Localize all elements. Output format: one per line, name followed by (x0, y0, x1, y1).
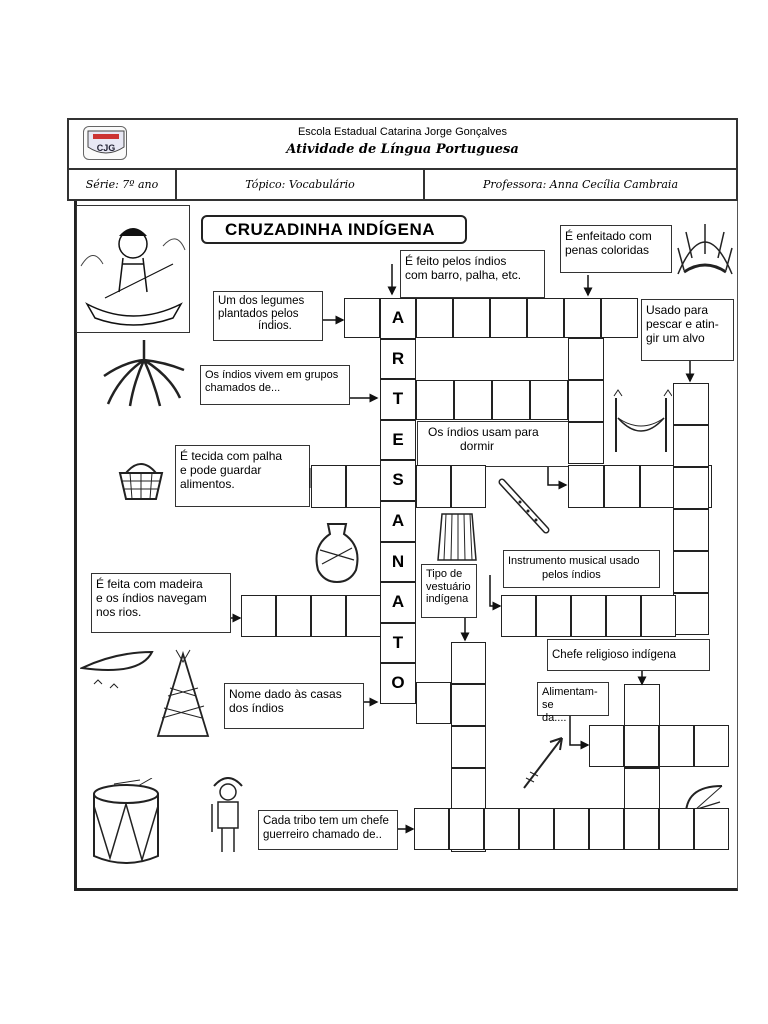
crossword-title: CRUZADINHA INDÍGENA (201, 215, 467, 244)
clue-madeira-line: e os índios navegam (96, 591, 207, 605)
clue-vestuario-line: indígena (426, 593, 469, 605)
clue-legumes-line: índios. (258, 320, 292, 332)
clue-pescar-line: pescar e atin- (646, 317, 719, 331)
clue-alimentam-line: da.... (542, 712, 567, 724)
clue-grupos-line: Os índios vivem em grupos (205, 369, 339, 381)
letter-cell[interactable]: A (380, 298, 416, 339)
clue-vestuario-line: vestuário (426, 580, 471, 593)
letter-cell[interactable]: T (380, 623, 416, 664)
logo-text: CJG (96, 143, 116, 153)
clue-chefe-guerreiro-line: guerreiro chamado de.. (263, 829, 382, 841)
clue-madeira-line: nos rios. (96, 605, 142, 619)
clue-palha-line: É tecida com palha (180, 449, 283, 463)
letter-cell[interactable]: A (380, 582, 416, 623)
clue-dormir-line: dormir (460, 439, 495, 453)
clue-casas-line: dos índios (229, 701, 284, 715)
clue-grupos-line: chamados de... (205, 381, 281, 394)
activity-title: Atividade de Língua Portuguesa (286, 142, 519, 157)
topic-label: Tópico: Vocabulário (177, 170, 425, 199)
teacher-label: Professora: Anna Cecília Cambraia (483, 178, 678, 191)
clue-instrumento-line: Instrumento musical usado (508, 555, 640, 567)
clue-instrumento-line: pelos índios (542, 569, 601, 581)
clue-artesanato-line: É feito pelos índios (405, 254, 507, 268)
letter-cell[interactable]: A (380, 501, 416, 542)
clue-legumes-line: plantados pelos (218, 307, 299, 320)
series-label: Série: 7º ano (69, 170, 177, 199)
clue-penas-line: penas coloridas (565, 243, 650, 257)
clue-casas-line: Nome dado às casas (229, 687, 342, 701)
clue-artesanato-line: com barro, palha, etc. (405, 268, 522, 282)
clue-dormir-line: Os índios usam para (428, 425, 539, 439)
clue-legumes-line: Um dos legumes (218, 295, 305, 307)
clue-chefe-guerreiro-line: Cada tribo tem um chefe (263, 815, 389, 827)
clue-alimentam-line: Alimentam-se (542, 686, 598, 711)
letter-cell[interactable]: O (380, 663, 416, 704)
letter-cell[interactable]: E (380, 420, 416, 461)
school-name: Escola Estadual Catarina Jorge Gonçalves (297, 126, 508, 138)
letter-cell[interactable]: S (380, 460, 416, 501)
clue-vestuario-line: Tipo de (426, 568, 463, 580)
clue-penas-line: É enfeitado com (565, 229, 652, 243)
clue-chefe-religioso-line: Chefe religioso indígena (552, 649, 677, 661)
clue-madeira-line: É feita com madeira (96, 577, 203, 591)
letter-cell[interactable]: T (380, 379, 416, 420)
clue-pescar-line: Usado para (646, 303, 709, 317)
clue-pescar-line: gir um alvo (646, 331, 705, 345)
clue-palha-line: e pode guardar (180, 463, 262, 477)
letter-cell[interactable]: N (380, 542, 416, 583)
letter-cell[interactable]: R (380, 339, 416, 380)
clue-palha-line: alimentos. (180, 477, 235, 491)
